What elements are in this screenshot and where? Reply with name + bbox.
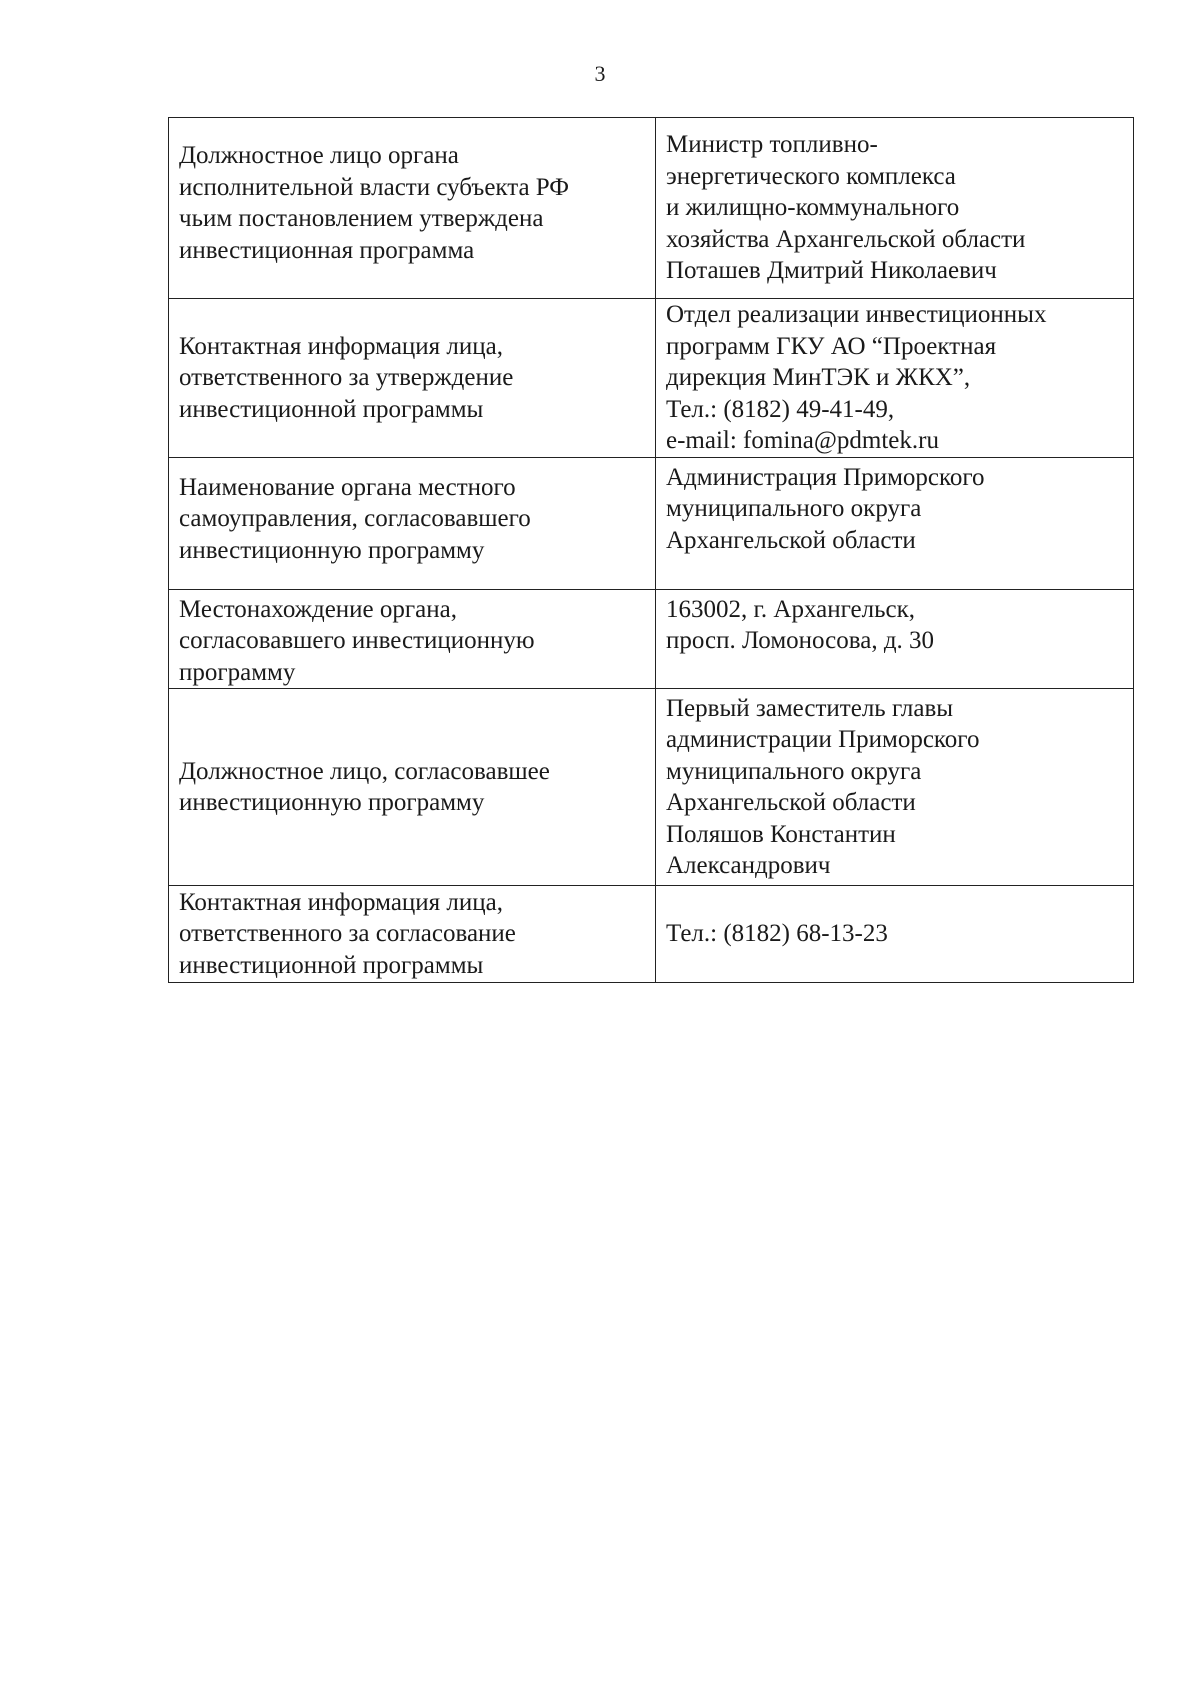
row-value: Первый заместитель главы администрации Приморского муниципального округа Архангельской области Поляшов Константин Александрович (656, 689, 1134, 886)
table-row (169, 118, 1134, 299)
row-value: Отдел реализации инвестиционных программ ГКУ АО “Проектная дирекция МинТЭК и ЖКХ”, Тел.: (8182) 49-41-49, e-mail: fomina@pdmtek.ru (656, 299, 1134, 458)
table-row (169, 457, 1134, 589)
row-label: Контактная информация лица, ответственного за утверждение инвестиционной программы (169, 299, 656, 458)
page-number: 3 (594, 61, 606, 86)
row-label: Наименование органа местного самоуправления, согласовавшего инвестиционную программу (169, 457, 656, 589)
table-row (169, 886, 1134, 983)
row-label: Должностное лицо органа исполнительной власти субъекта РФ чьим постановлением утверждена инвестиционная программа (169, 118, 656, 299)
row-value: 163002, г. Архангельск, просп. Ломоносова, д. 30 (656, 589, 1134, 689)
row-label: Местонахождение органа, согласовавшего инвестиционную программу (169, 589, 656, 689)
row-value: Администрация Приморского муниципального округа Архангельской области (656, 457, 1134, 589)
row-label: Должностное лицо, согласовавшее инвестиционную программу (169, 689, 656, 886)
row-value: Тел.: (8182) 68-13-23 (656, 886, 1134, 983)
row-value: Министр топливно- энергетического комплекса и жилищно-коммунального хозяйства Архангельской области Поташев Дмитрий Николаевич (656, 118, 1134, 299)
row-label: Контактная информация лица, ответственного за согласование инвестиционной программы (169, 886, 656, 983)
table-row (169, 689, 1134, 886)
info-table (168, 117, 1134, 983)
table-row (169, 589, 1134, 689)
table-row (169, 299, 1134, 458)
